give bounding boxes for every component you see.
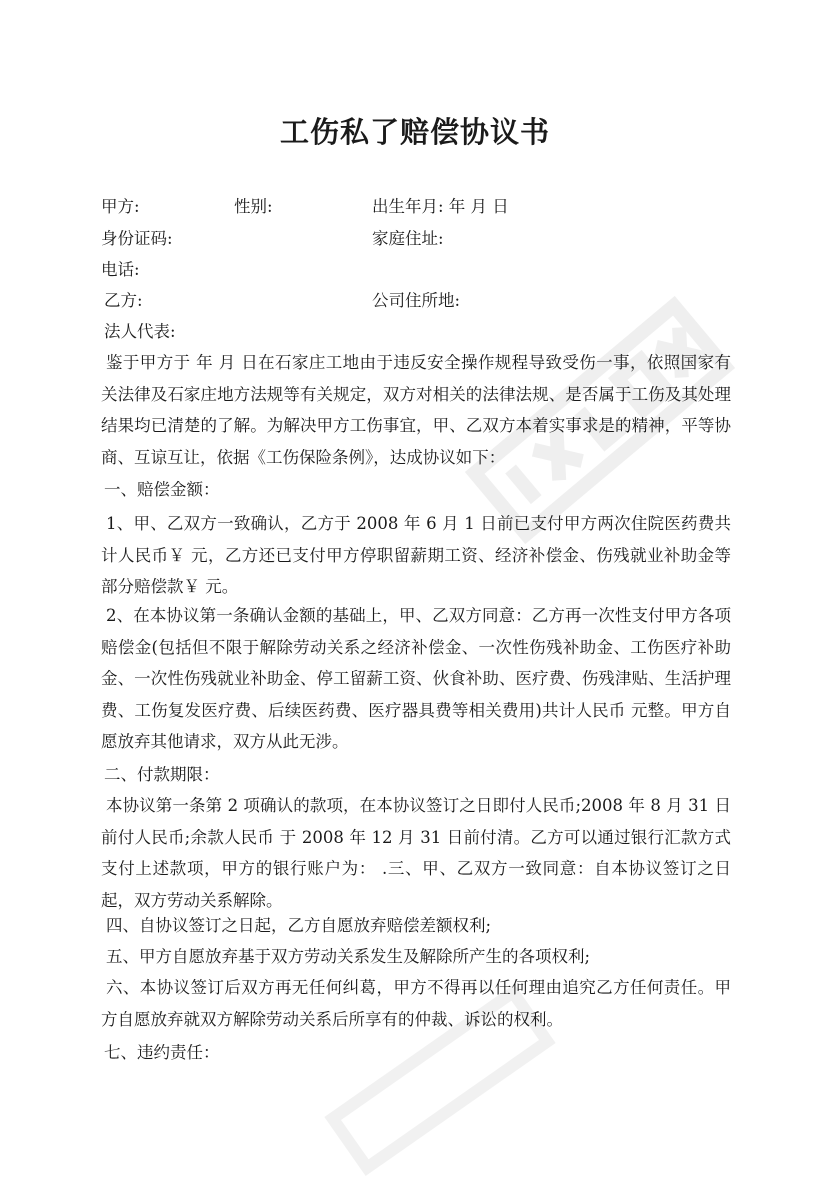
phone-label: 电话: (101, 260, 140, 279)
preamble-paragraph: 鉴于甲方于 年 月 日在石家庄工地由于违反安全操作规程导致受伤一事，依照国家有关法律及石家庄地方法规等有关规定，双方对相关的法律法规、是否属于工伤及其处理结果均已清楚的了解。为解决甲方工伤事宜，甲、乙双方本着实事求是的精神，平等协商、互谅互让，依据《工伤保险条例》，达成协议如下： (101, 353, 731, 467)
clause-4-paragraph: 四、自协议签订之日起，乙方自愿放弃赔偿差额权利; (106, 916, 492, 935)
company-address-label: 公司住所地: (372, 291, 461, 310)
gender-label: 性别: (234, 197, 273, 216)
clause-2-paragraph: 本协议第一条第 2 项确认的款项，在本协议签订之日即付人民币;2008 年 8 月 31 日前付人民币;余款人民币 于 2008 年 12 月 31 日前付清。乙方可以通过银行汇款方式支付上述款项，甲方的银行账户为： .三、甲、乙双方一致同意：自本协议签订之日起，双方劳动关系解除。 (101, 796, 731, 910)
party-b-label: 乙方: (104, 291, 143, 310)
clause-1-1-paragraph: 1、甲、乙双方一致确认，乙方于 2008 年 6 月 1 日前已支付甲方两次住院医药费共计人民币￥ 元，乙方还已支付甲方停职留薪期工资、经济补偿金、伤残就业补助金等部分赔偿款￥ 元。 (101, 514, 731, 596)
clause-6-paragraph: 六、本协议签订后双方再无任何纠葛，甲方不得再以任何理由追究乙方任何责任。甲方自愿放弃就双方解除劳动关系后所享有的仲裁、诉讼的权利。 (101, 978, 731, 1029)
party-a-label: 甲方: (101, 197, 140, 216)
birth-date-label: 出生年月: 年 月 日 (372, 197, 509, 216)
section-2-heading: 二、付款期限： (104, 765, 220, 784)
clause-5-paragraph: 五、甲方自愿放弃基于双方劳动关系发生及解除所产生的各项权利; (106, 947, 591, 966)
section-1-heading: 一、赔偿金额： (104, 480, 220, 499)
clause-1-2-paragraph: 2、在本协议第一条确认金额的基础上，甲、乙双方同意：乙方再一次性支付甲方各项赔偿金(包括但不限于解除劳动关系之经济补偿金、一次性伤残补助金、工伤医疗补助金、一次性伤残就业补助金、停工留薪工资、伙食补助、医疗费、伤残津贴、生活护理费、工伤复发医疗费、后续医药费、医疗器具费等相关费用)共计人民币 元整。甲方自愿放弃其他请求，双方从此无涉。 (101, 606, 731, 751)
document-title: 工伤私了赔偿协议书 (279, 115, 550, 149)
home-address-label: 家庭住址: (372, 229, 444, 248)
legal-rep-label: 法人代表: (104, 322, 176, 341)
section-7-heading: 七、违约责任： (104, 1043, 220, 1062)
id-number-label: 身份证码: (101, 229, 173, 248)
